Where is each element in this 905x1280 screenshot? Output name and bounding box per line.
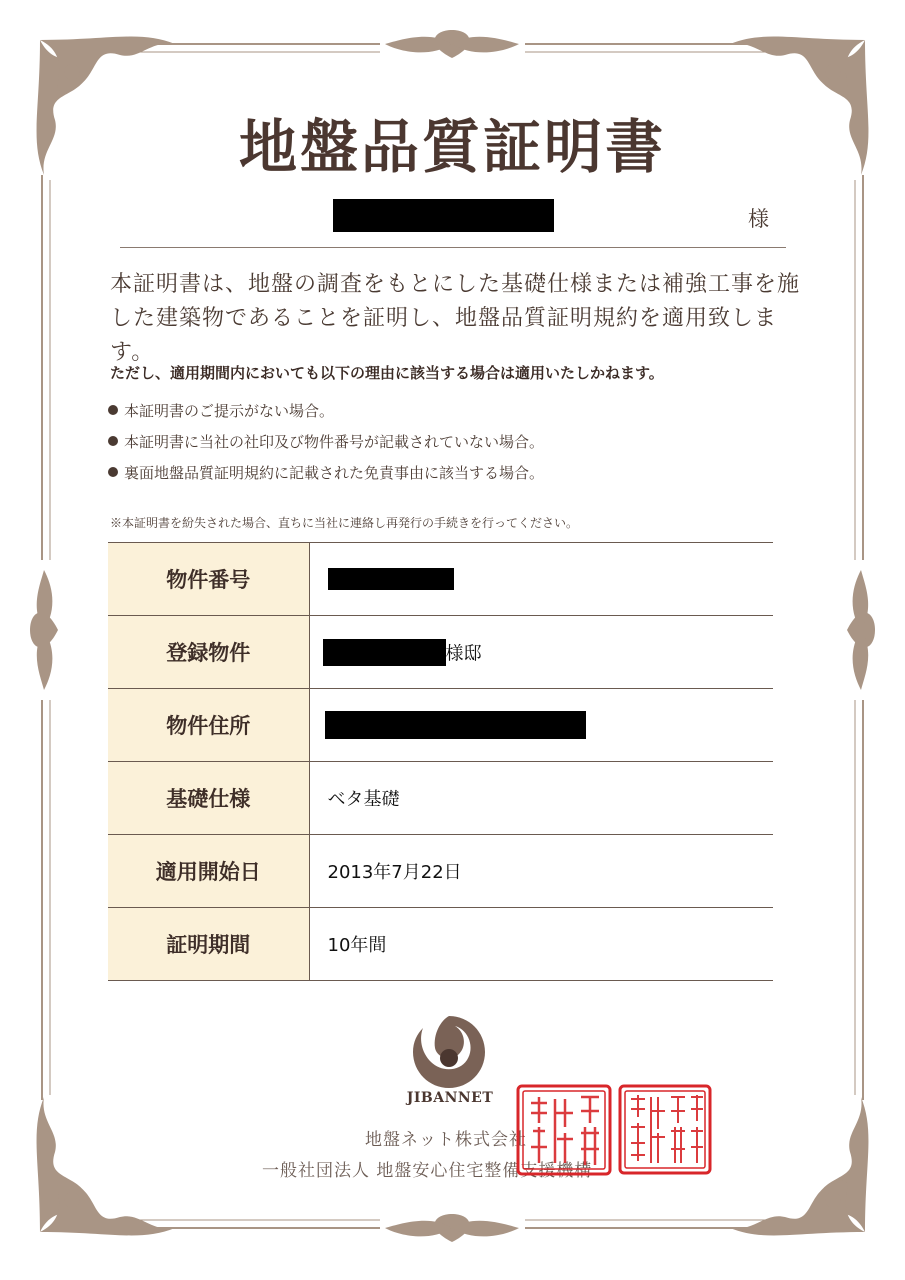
certification-period-label: 証明期間 [108,908,309,981]
table-row [108,762,773,835]
foundation-spec-value: ベタ基礎 [309,762,773,835]
corner-ornament-bottom-left [37,1097,175,1235]
property-number-value [309,543,773,616]
issuer-company: 地盤ネット株式会社 [365,1130,527,1150]
exclusion-list [108,396,808,489]
start-date-label: 適用開始日 [108,835,309,908]
left-center-ornament [30,570,58,690]
bottom-center-ornament [385,1214,519,1242]
bullet-icon [108,467,118,477]
foundation-spec-label: 基礎仕様 [108,762,309,835]
certification-period-value: 10年間 [309,908,773,981]
property-address-redacted [325,711,586,739]
addressee-honorific: 様 [748,207,769,231]
list-item [108,427,808,458]
certificate-statement: 本証明書は、地盤の調査をもとにした基礎仕様または補強工事を施した建築物であることを証明し、地盤品質証明規約を適用致します。 [110,272,801,365]
reissue-note: ※本証明書を紛失された場合、直ちに当社に連絡し再発行の手続きを行ってください。 [110,516,579,530]
registered-owner-redacted [323,639,446,666]
jibannet-logo-icon [409,1012,489,1092]
table-row [108,689,773,762]
certificate-title: 地盤品質証明書 [238,113,666,181]
start-date-value: 2013年7月22日 [309,835,773,908]
list-item [108,458,808,489]
addressee-underline [120,247,786,248]
table-row [108,908,773,981]
issuer-association: 一般社団法人 地盤安心住宅整備支援機構 [262,1161,593,1181]
residence-suffix: 様邸 [445,643,482,664]
bullet-icon [108,405,118,415]
table-row [108,543,773,616]
company-seal-stamp [515,1083,613,1177]
property-number-label: 物件番号 [108,543,309,616]
exclusion-text: 本証明書のご提示がない場合。 [124,402,335,420]
list-item [108,396,808,427]
property-info-table [108,542,773,981]
exclusion-heading: ただし、適用期間内においても以下の理由に該当する場合は適用いたしかねます。 [110,364,664,382]
right-center-ornament [847,570,875,690]
exclusion-text: 本証明書に当社の社印及び物件番号が記載されていない場合。 [124,433,545,451]
table-row [108,616,773,689]
table-row [108,835,773,908]
addressee-name-redacted [333,199,554,232]
corner-ornament-bottom-right [730,1097,868,1235]
registered-property-label: 登録物件 [108,616,309,689]
registered-property-value [309,616,773,689]
association-seal-stamp [617,1083,713,1176]
property-address-value [309,689,773,762]
property-number-redacted [328,568,454,590]
property-address-label: 物件住所 [108,689,309,762]
top-center-ornament [385,30,519,58]
bullet-icon [108,436,118,446]
exclusion-text: 裏面地盤品質証明規約に記載された免責事由に該当する場合。 [124,464,545,482]
logo-wordmark: JIBANNET [406,1090,494,1106]
